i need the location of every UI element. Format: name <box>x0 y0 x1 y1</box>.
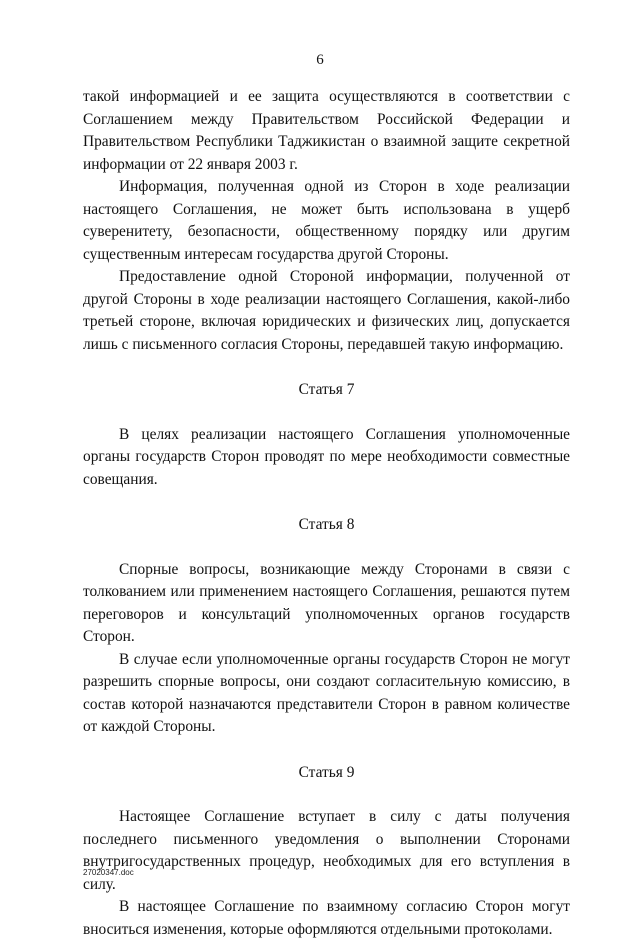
article-9-paragraph-1: Настоящее Соглашение вступает в силу с даты получения последнего письменного уведомления о выполнении Сторонами внутригосударственных процедур, необходимых для его вступления в силу. <box>83 808 570 893</box>
footer-file-code: 27020347.doc <box>83 868 134 877</box>
article-9-heading: Статья 9 <box>298 763 355 781</box>
article-8-paragraph-1: Спорные вопросы, возникающие между Сторонами в связи с толкованием или применением настоящего Соглашения, решаются путем переговоров и консультаций уполномоченных органов государств Сторон. <box>83 560 570 645</box>
document-body <box>83 86 570 941</box>
page-number: 6 <box>316 52 324 68</box>
article-9-paragraph-2: В настоящее Соглашение по взаимному согласию Сторон могут вноситься изменения, которые оформляются отдельными протоколами. <box>83 898 570 938</box>
paragraph-information-transfer: Предоставление одной Стороной информации, полученной от другой Стороны в ходе реализации настоящего Соглашения, какой-либо третьей стороне, включая юридических и физических лиц, допускается лишь с письменного согласия Стороны, передавшей такую информацию. <box>83 268 570 353</box>
article-8-paragraph-2: В случае если уполномоченные органы государств Сторон не могут разрешить спорные вопросы, они создают согласительную комиссию, в состав которой назначаются представители Сторон в равном количестве от каждой Стороны. <box>83 650 570 735</box>
paragraph-continuation: такой информацией и ее защита осуществляются в соответствии с Соглашением между Правительством Российской Федерации и Правительством Республики Таджикистан о взаимной защите секретной информации от 22 января 2003 г. <box>83 88 570 173</box>
article-7-paragraph-1: В целях реализации настоящего Соглашения уполномоченные органы государств Сторон проводят по мере необходимости совместные совещания. <box>83 425 570 488</box>
article-7-heading: Статья 7 <box>298 381 355 398</box>
article-8-heading: Статья 8 <box>298 516 355 533</box>
paragraph-information-use: Информация, полученная одной из Сторон в ходе реализации настоящего Соглашения, не может быть использована в ущерб суверенитету, безопасности, общественному порядку или другим существенным интересам государства другой Стороны. <box>83 178 570 263</box>
